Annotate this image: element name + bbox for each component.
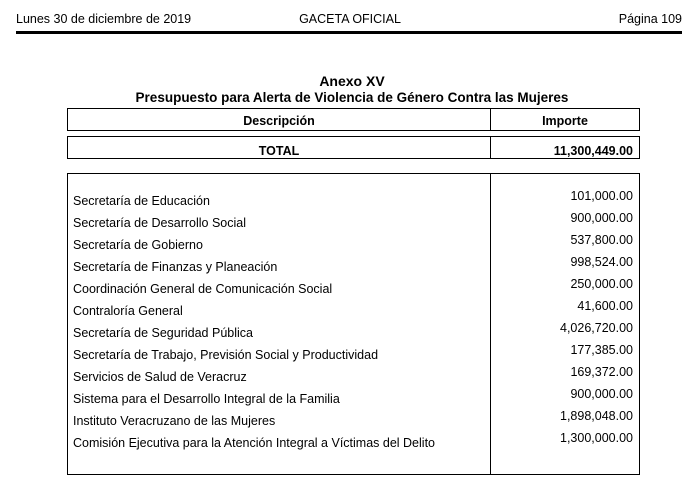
row-amount: 4,026,720.00 [560, 321, 633, 335]
row-description: Secretaría de Educación [73, 194, 210, 208]
table-row [68, 321, 639, 348]
header-page-number: Página 109 [618, 12, 682, 26]
table-row [68, 343, 639, 370]
row-description: Secretaría de Trabajo, Previsión Social y Productividad [73, 348, 379, 362]
table-body [67, 173, 640, 475]
table-row [68, 387, 639, 414]
row-amount: 169,372.00 [570, 365, 633, 379]
row-description: Secretaría de Desarrollo Social [73, 216, 246, 230]
row-description: Secretaría de Finanzas y Planeación [73, 260, 278, 274]
annex-title: Anexo XV [319, 73, 385, 89]
row-description: Coordinación General de Comunicación Social [73, 282, 333, 296]
table-row [68, 299, 639, 326]
row-description: Secretaría de Gobierno [73, 238, 203, 252]
total-value: 11,300,449.00 [553, 144, 633, 158]
row-amount: 998,524.00 [570, 255, 633, 269]
row-description: Comisión Ejecutiva para la Atención Integral a Víctimas del Delito [73, 436, 435, 450]
row-amount: 900,000.00 [570, 387, 633, 401]
table-row [68, 365, 639, 392]
header-date: Lunes 30 de diciembre de 2019 [16, 12, 192, 26]
header-publication: GACETA OFICIAL [299, 12, 401, 26]
total-row [67, 136, 640, 159]
table-row [68, 211, 639, 238]
row-amount: 101,000.00 [570, 189, 633, 203]
table-row [68, 255, 639, 282]
row-amount: 250,000.00 [570, 277, 633, 291]
table-row [68, 409, 639, 436]
row-description: Secretaría de Seguridad Pública [73, 326, 253, 340]
table-row [68, 431, 639, 458]
table-row [68, 277, 639, 304]
row-amount: 1,300,000.00 [560, 431, 633, 445]
row-amount: 177,385.00 [570, 343, 633, 357]
table-row [68, 233, 639, 260]
row-amount: 900,000.00 [570, 211, 633, 225]
total-label: TOTAL [258, 144, 300, 158]
table-header [67, 108, 640, 131]
row-description: Sistema para el Desarrollo Integral de la Familia [73, 392, 340, 406]
column-header-amount: Importe [542, 114, 588, 128]
header-rule [16, 31, 682, 34]
row-amount: 41,600.00 [577, 299, 633, 313]
column-header-description: Descripción [243, 114, 315, 128]
row-amount: 1,898,048.00 [560, 409, 633, 423]
row-description: Contraloría General [73, 304, 183, 318]
row-amount: 537,800.00 [570, 233, 633, 247]
row-description: Servicios de Salud de Veracruz [73, 370, 247, 384]
table-row [68, 189, 639, 216]
row-description: Instituto Veracruzano de las Mujeres [73, 414, 276, 428]
annex-subtitle: Presupuesto para Alerta de Violencia de Género Contra las Mujeres [135, 90, 569, 105]
